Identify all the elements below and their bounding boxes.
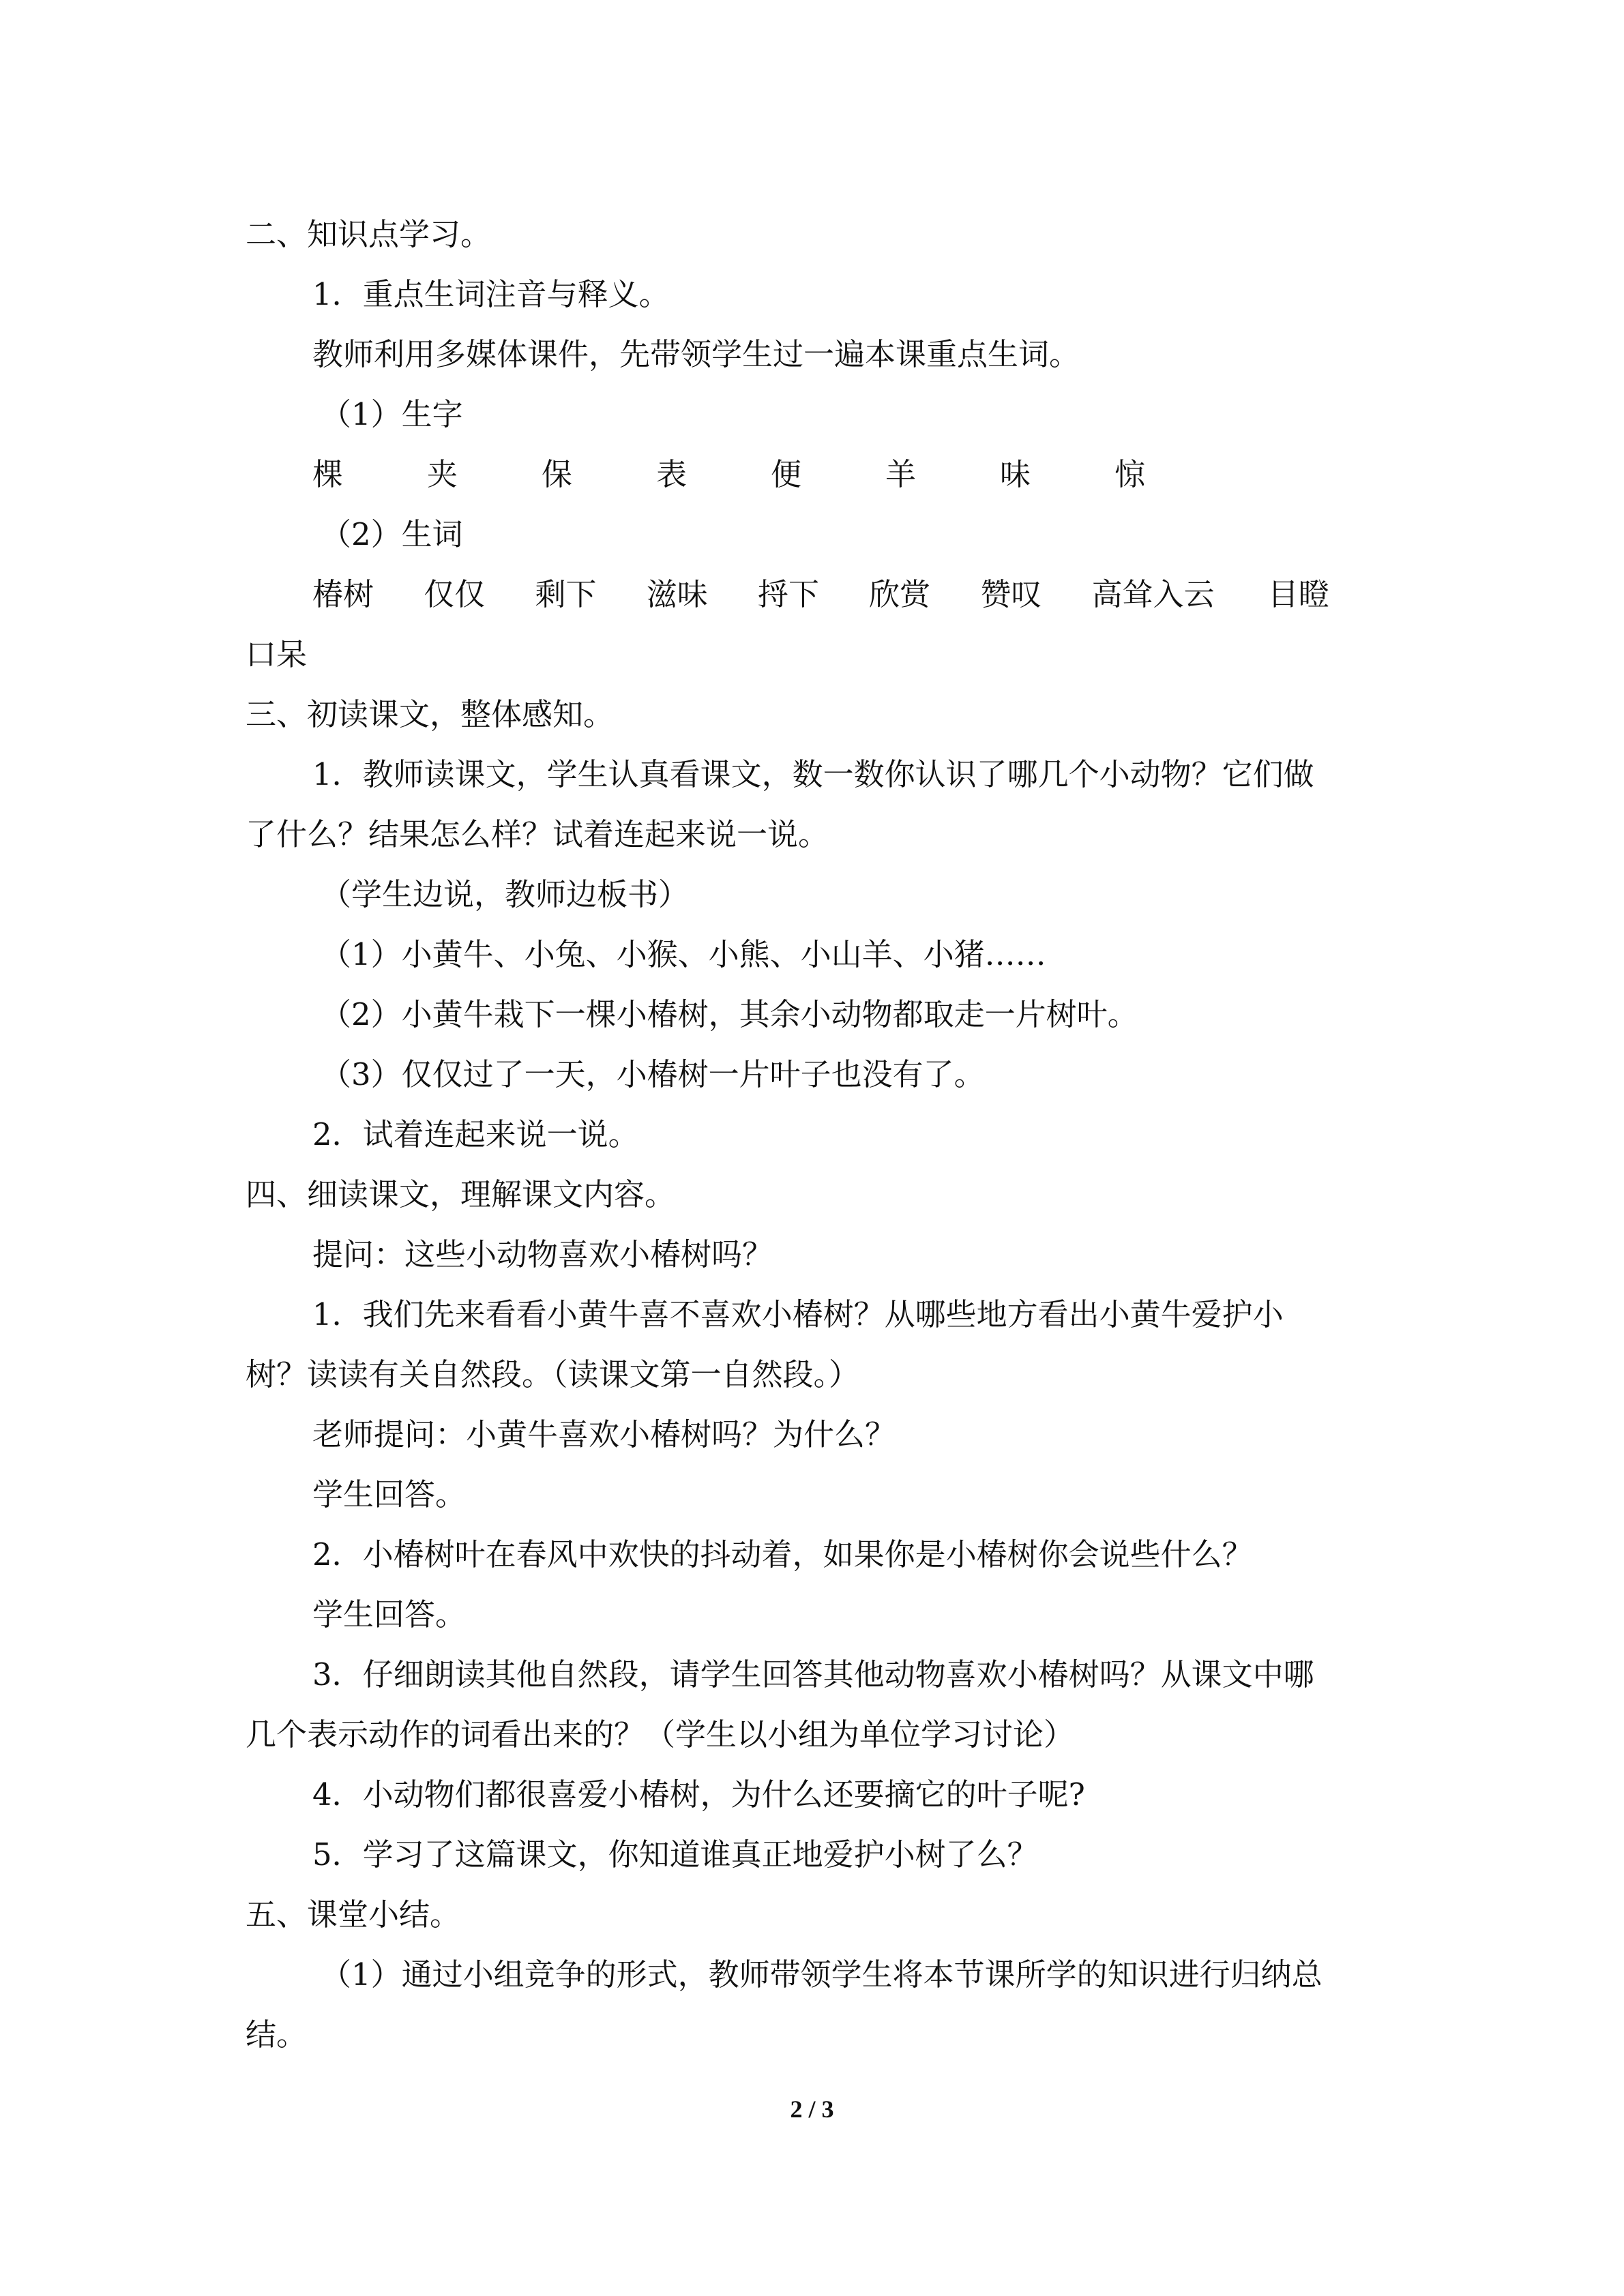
vocabulary-item: 椿树 bbox=[312, 576, 374, 612]
paragraph-continuation: 树？读读有关自然段。（读课文第一自然段。） bbox=[246, 1356, 860, 1392]
paragraph: 3．仔细朗读其他自然段，请学生回答其他动物喜欢小椿树吗？从课文中哪 bbox=[312, 1656, 1314, 1693]
paragraph: 学生回答。 bbox=[312, 1596, 467, 1632]
paragraph: 2．小椿树叶在春风中欢快的抖动着，如果你是小椿树你会说些什么？ bbox=[312, 1536, 1253, 1572]
paragraph: 1．我们先来看看小黄牛喜不喜欢小椿树？从哪些地方看出小黄牛爱护小 bbox=[312, 1296, 1284, 1332]
paragraph: 提问：这些小动物喜欢小椿树吗？ bbox=[312, 1236, 773, 1272]
vocabulary-item: 目瞪 bbox=[1267, 576, 1329, 612]
subheading-vocab: 1．重点生词注音与释义。 bbox=[312, 276, 670, 312]
vocabulary-item: 仅仅 bbox=[424, 576, 486, 612]
character-item: 夹 bbox=[427, 456, 458, 492]
character-item: 表 bbox=[656, 456, 688, 492]
section-heading-5: 五、课堂小结。 bbox=[246, 1896, 461, 1933]
vocabulary-item: 剩下 bbox=[535, 576, 597, 612]
vocabulary-item: 赞叹 bbox=[980, 576, 1042, 612]
paragraph-continuation: 几个表示动作的词看出来的？（学生以小组为单位学习讨论） bbox=[246, 1716, 1075, 1753]
character-item: 便 bbox=[771, 456, 802, 492]
vocabulary-item: 欣赏 bbox=[869, 576, 931, 612]
section-heading-3: 三、初读课文，整体感知。 bbox=[246, 696, 615, 732]
paragraph: 老师提问：小黄牛喜欢小椿树吗？为什么？ bbox=[312, 1416, 896, 1452]
paragraph: （1）通过小组竞争的形式，教师带领学生将本节课所学的知识进行归纳总 bbox=[321, 1956, 1323, 1993]
paragraph: 2．试着连起来说一说。 bbox=[312, 1116, 639, 1152]
vocabulary-list bbox=[246, 565, 1379, 625]
character-item: 羊 bbox=[885, 456, 917, 492]
paragraph: 5．学习了这篇课文，你知道谁真正地爱护小树了么？ bbox=[312, 1836, 1038, 1873]
section-heading-2: 二、知识点学习。 bbox=[246, 216, 492, 252]
character-item: 保 bbox=[542, 456, 573, 492]
character-item: 惊 bbox=[1114, 456, 1146, 492]
list-item: （1）小黄牛、小兔、小猴、小熊、小山羊、小猪…… bbox=[321, 936, 1046, 972]
label-characters: （1）生字 bbox=[321, 396, 463, 432]
paragraph: （学生边说，教师边板书） bbox=[321, 876, 690, 912]
section-heading-4: 四、细读课文，理解课文内容。 bbox=[246, 1176, 676, 1212]
vocabulary-continuation: 口呆 bbox=[246, 636, 308, 672]
character-list bbox=[246, 445, 1379, 505]
paragraph: 教师利用多媒体课件，先带领学生过一遍本课重点生词。 bbox=[312, 336, 1080, 372]
vocabulary-item: 高耸入云 bbox=[1091, 576, 1215, 612]
character-item: 棵 bbox=[312, 456, 344, 492]
list-item: （2）小黄牛栽下一棵小椿树，其余小动物都取走一片树叶。 bbox=[321, 996, 1138, 1032]
vocabulary-item: 滋味 bbox=[646, 576, 708, 612]
paragraph: 4．小动物们都很喜爱小椿树，为什么还要摘它的叶子呢? bbox=[312, 1776, 1085, 1813]
list-item: （3）仅仅过了一天，小椿树一片叶子也没有了。 bbox=[321, 1056, 985, 1092]
page-number: 2 / 3 bbox=[790, 2096, 834, 2123]
paragraph-continuation: 了什么？结果怎么样？试着连起来说一说。 bbox=[246, 816, 829, 852]
paragraph: 学生回答。 bbox=[312, 1476, 467, 1512]
paragraph: 1．教师读课文，学生认真看课文，数一数你认识了哪几个小动物？它们做 bbox=[312, 756, 1314, 792]
character-item: 味 bbox=[1000, 456, 1031, 492]
label-vocabulary: （2）生词 bbox=[321, 516, 463, 552]
document-body bbox=[246, 205, 1379, 2065]
paragraph-continuation: 结。 bbox=[246, 2016, 308, 2053]
vocabulary-item: 捋下 bbox=[757, 576, 819, 612]
